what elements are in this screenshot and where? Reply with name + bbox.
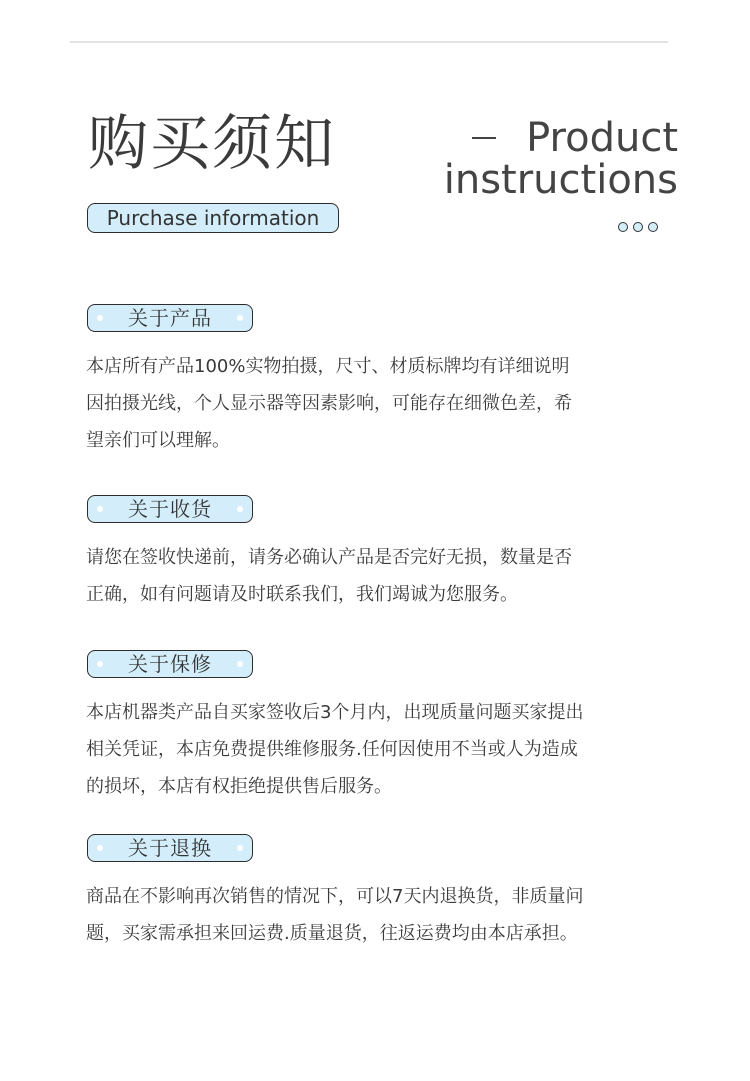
bullet-dot-icon xyxy=(97,661,103,667)
body-line: 因拍摄光线，个人显示器等因素影响，可能存在细微色差，希 xyxy=(86,393,572,414)
subtitle-pill: Purchase information xyxy=(87,203,339,233)
page-title: 购买须知 xyxy=(88,109,336,179)
section-body xyxy=(86,539,676,613)
english-title-line-1 xyxy=(444,117,678,159)
dash-icon xyxy=(472,137,496,139)
body-line: 本店所有产品100%实物拍摄，尺寸、材质标牌均有详细说明 xyxy=(86,356,570,377)
section-label: 关于退换 xyxy=(128,836,212,860)
body-line: 商品在不影响再次销售的情况下，可以7天内退换货，非质量问 xyxy=(86,886,584,907)
section-label-pill xyxy=(87,495,253,523)
section-about-product xyxy=(86,304,676,459)
section-about-returns xyxy=(86,834,676,952)
section-label-pill xyxy=(87,650,253,678)
section-label-pill xyxy=(87,304,253,332)
dot-icon xyxy=(618,222,628,232)
dot-icon xyxy=(633,222,643,232)
bullet-dot-icon xyxy=(237,845,243,851)
bullet-dot-icon xyxy=(97,506,103,512)
english-title-line-2: instructions xyxy=(443,157,678,203)
body-line: 正确，如有问题请及时联系我们，我们竭诚为您服务。 xyxy=(86,584,518,605)
section-body xyxy=(86,878,676,952)
section-label: 关于保修 xyxy=(128,652,212,676)
body-line: 望亲们可以理解。 xyxy=(86,430,230,451)
section-label: 关于产品 xyxy=(128,306,212,330)
body-line: 相关凭证，本店免费提供维修服务.任何因使用不当或人为造成 xyxy=(86,739,578,760)
section-label: 关于收货 xyxy=(128,497,212,521)
section-body xyxy=(86,694,676,805)
decorative-dots xyxy=(618,222,658,232)
bullet-dot-icon xyxy=(237,506,243,512)
body-line: 题，买家需承担来回运费.质量退货，往返运费均由本店承担。 xyxy=(86,923,578,944)
top-divider xyxy=(70,41,668,43)
bullet-dot-icon xyxy=(237,315,243,321)
body-line: 本店机器类产品自买家签收后3个月内，出现质量问题买家提出 xyxy=(86,702,584,723)
bullet-dot-icon xyxy=(97,315,103,321)
english-title xyxy=(444,117,678,201)
section-label-pill xyxy=(87,834,253,862)
section-body xyxy=(86,348,676,459)
english-title-word-1: Product xyxy=(526,115,678,161)
body-line: 请您在签收快递前，请务必确认产品是否完好无损，数量是否 xyxy=(86,547,572,568)
bullet-dot-icon xyxy=(237,661,243,667)
section-about-warranty xyxy=(86,650,676,805)
section-about-receiving xyxy=(86,495,676,613)
body-line: 的损坏，本店有权拒绝提供售后服务。 xyxy=(86,776,392,797)
bullet-dot-icon xyxy=(97,845,103,851)
dot-icon xyxy=(648,222,658,232)
